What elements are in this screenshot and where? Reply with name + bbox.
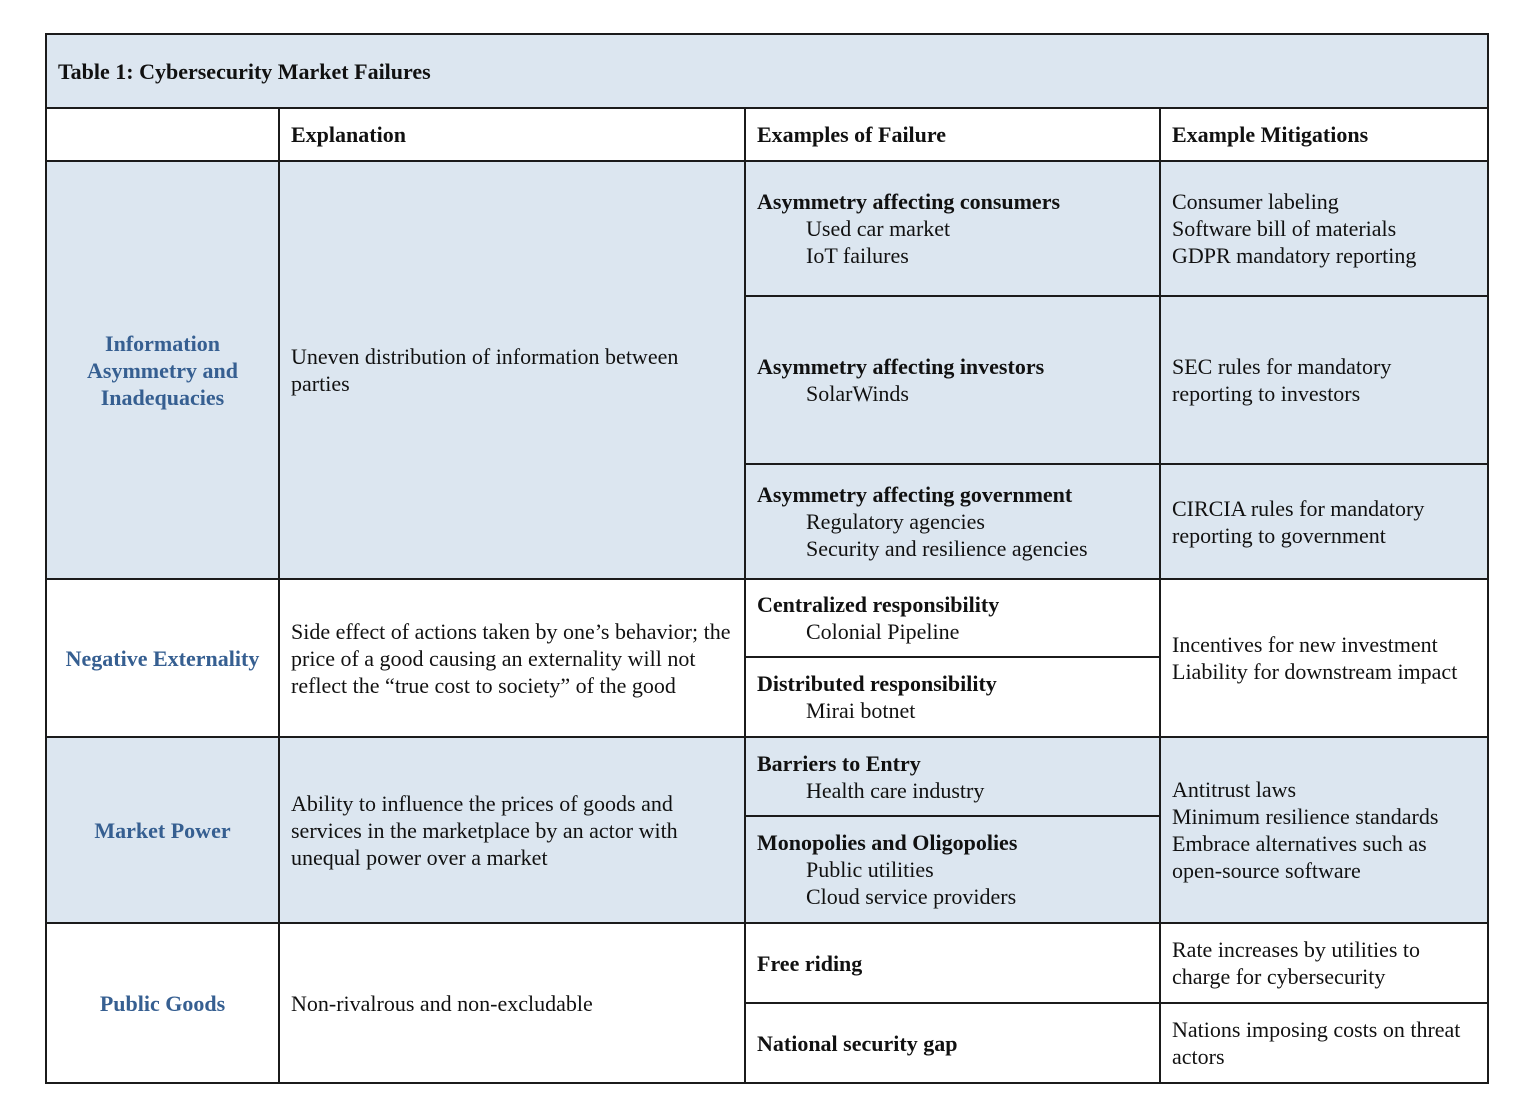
mitigation-cell (1160, 923, 1488, 1003)
example-item: IoT failures (806, 243, 909, 268)
example-heading: Asymmetry affecting government (757, 482, 1073, 507)
example-cell (745, 161, 1160, 296)
mitigation-item: Consumer labeling (1172, 189, 1339, 214)
mitigation-item: Software bill of materials (1172, 216, 1397, 241)
example-cell (745, 1003, 1160, 1083)
example-item: Used car market (806, 216, 951, 241)
example-item: Security and resilience agencies (806, 536, 1088, 561)
table-title: Table 1: Cybersecurity Market Failures (46, 34, 1488, 108)
example-heading: Centralized responsibility (757, 592, 1000, 617)
mitigation-item: Incentives for new investment (1172, 632, 1438, 657)
mitigation-item: Minimum resilience standards (1172, 804, 1439, 829)
mitigation-cell (1160, 737, 1488, 923)
example-heading: Asymmetry affecting consumers (757, 189, 1061, 214)
example-heading: Barriers to Entry (757, 750, 921, 776)
header-explanation: Explanation (279, 108, 745, 161)
example-cell (745, 737, 1160, 816)
explanation-public-goods: Non-rivalrous and non-excludable (279, 923, 745, 1083)
category-negative-externality: Negative Externality (46, 579, 279, 737)
mitigation-item: Antitrust laws (1172, 777, 1297, 802)
example-heading: Asymmetry affecting investors (757, 354, 1045, 379)
example-heading: National security gap (757, 1030, 958, 1056)
example-cell (745, 923, 1160, 1003)
example-item: Regulatory agencies (806, 509, 985, 534)
mitigation-cell (1160, 1003, 1488, 1083)
example-item: Cloud service providers (806, 884, 1017, 909)
explanation-market-power: Ability to influence the prices of goods and services in the marketplace by an actor with unequal power over a market (279, 737, 745, 923)
mitigation-item: Embrace alternatives such as open-source software (1172, 831, 1427, 883)
example-cell (745, 816, 1160, 923)
example-item: Public utilities (806, 857, 934, 882)
example-cell (745, 579, 1160, 657)
explanation-negative-externality: Side effect of actions taken by one’s behavior; the price of a good causing an externality will not reflect the “true cost to society” of the good (279, 579, 745, 737)
mitigation-item: Rate increases by utilities to charge for cybersecurity (1172, 937, 1421, 989)
explanation-information-asymmetry: Uneven distribution of information between parties (279, 161, 745, 579)
mitigation-item: SEC rules for mandatory reporting to investors (1172, 354, 1392, 406)
mitigation-item: Nations imposing costs on threat actors (1172, 1017, 1461, 1069)
example-heading: Free riding (757, 950, 863, 976)
mitigation-item: Liability for downstream impact (1172, 659, 1458, 684)
example-item: Health care industry (806, 777, 985, 803)
example-cell (745, 296, 1160, 464)
mitigation-cell (1160, 296, 1488, 464)
market-failures-table (45, 33, 1489, 1084)
mitigation-item: GDPR mandatory reporting (1172, 243, 1417, 268)
header-mitigations: Example Mitigations (1160, 108, 1488, 161)
mitigation-cell (1160, 579, 1488, 737)
category-information-asymmetry: Information Asymmetry and Inadequacies (46, 161, 279, 579)
mitigation-item: CIRCIA rules for mandatory reporting to government (1172, 495, 1425, 548)
example-item: Mirai botnet (806, 698, 916, 723)
category-public-goods: Public Goods (46, 923, 279, 1083)
example-heading: Monopolies and Oligopolies (757, 830, 1018, 855)
mitigation-cell (1160, 161, 1488, 296)
example-item: Colonial Pipeline (806, 619, 960, 644)
mitigation-cell (1160, 464, 1488, 579)
example-cell (745, 464, 1160, 579)
example-item: SolarWinds (806, 381, 909, 406)
header-category (46, 108, 279, 161)
example-heading: Distributed responsibility (757, 671, 997, 696)
header-examples: Examples of Failure (745, 108, 1160, 161)
category-market-power: Market Power (46, 737, 279, 923)
example-cell (745, 657, 1160, 737)
